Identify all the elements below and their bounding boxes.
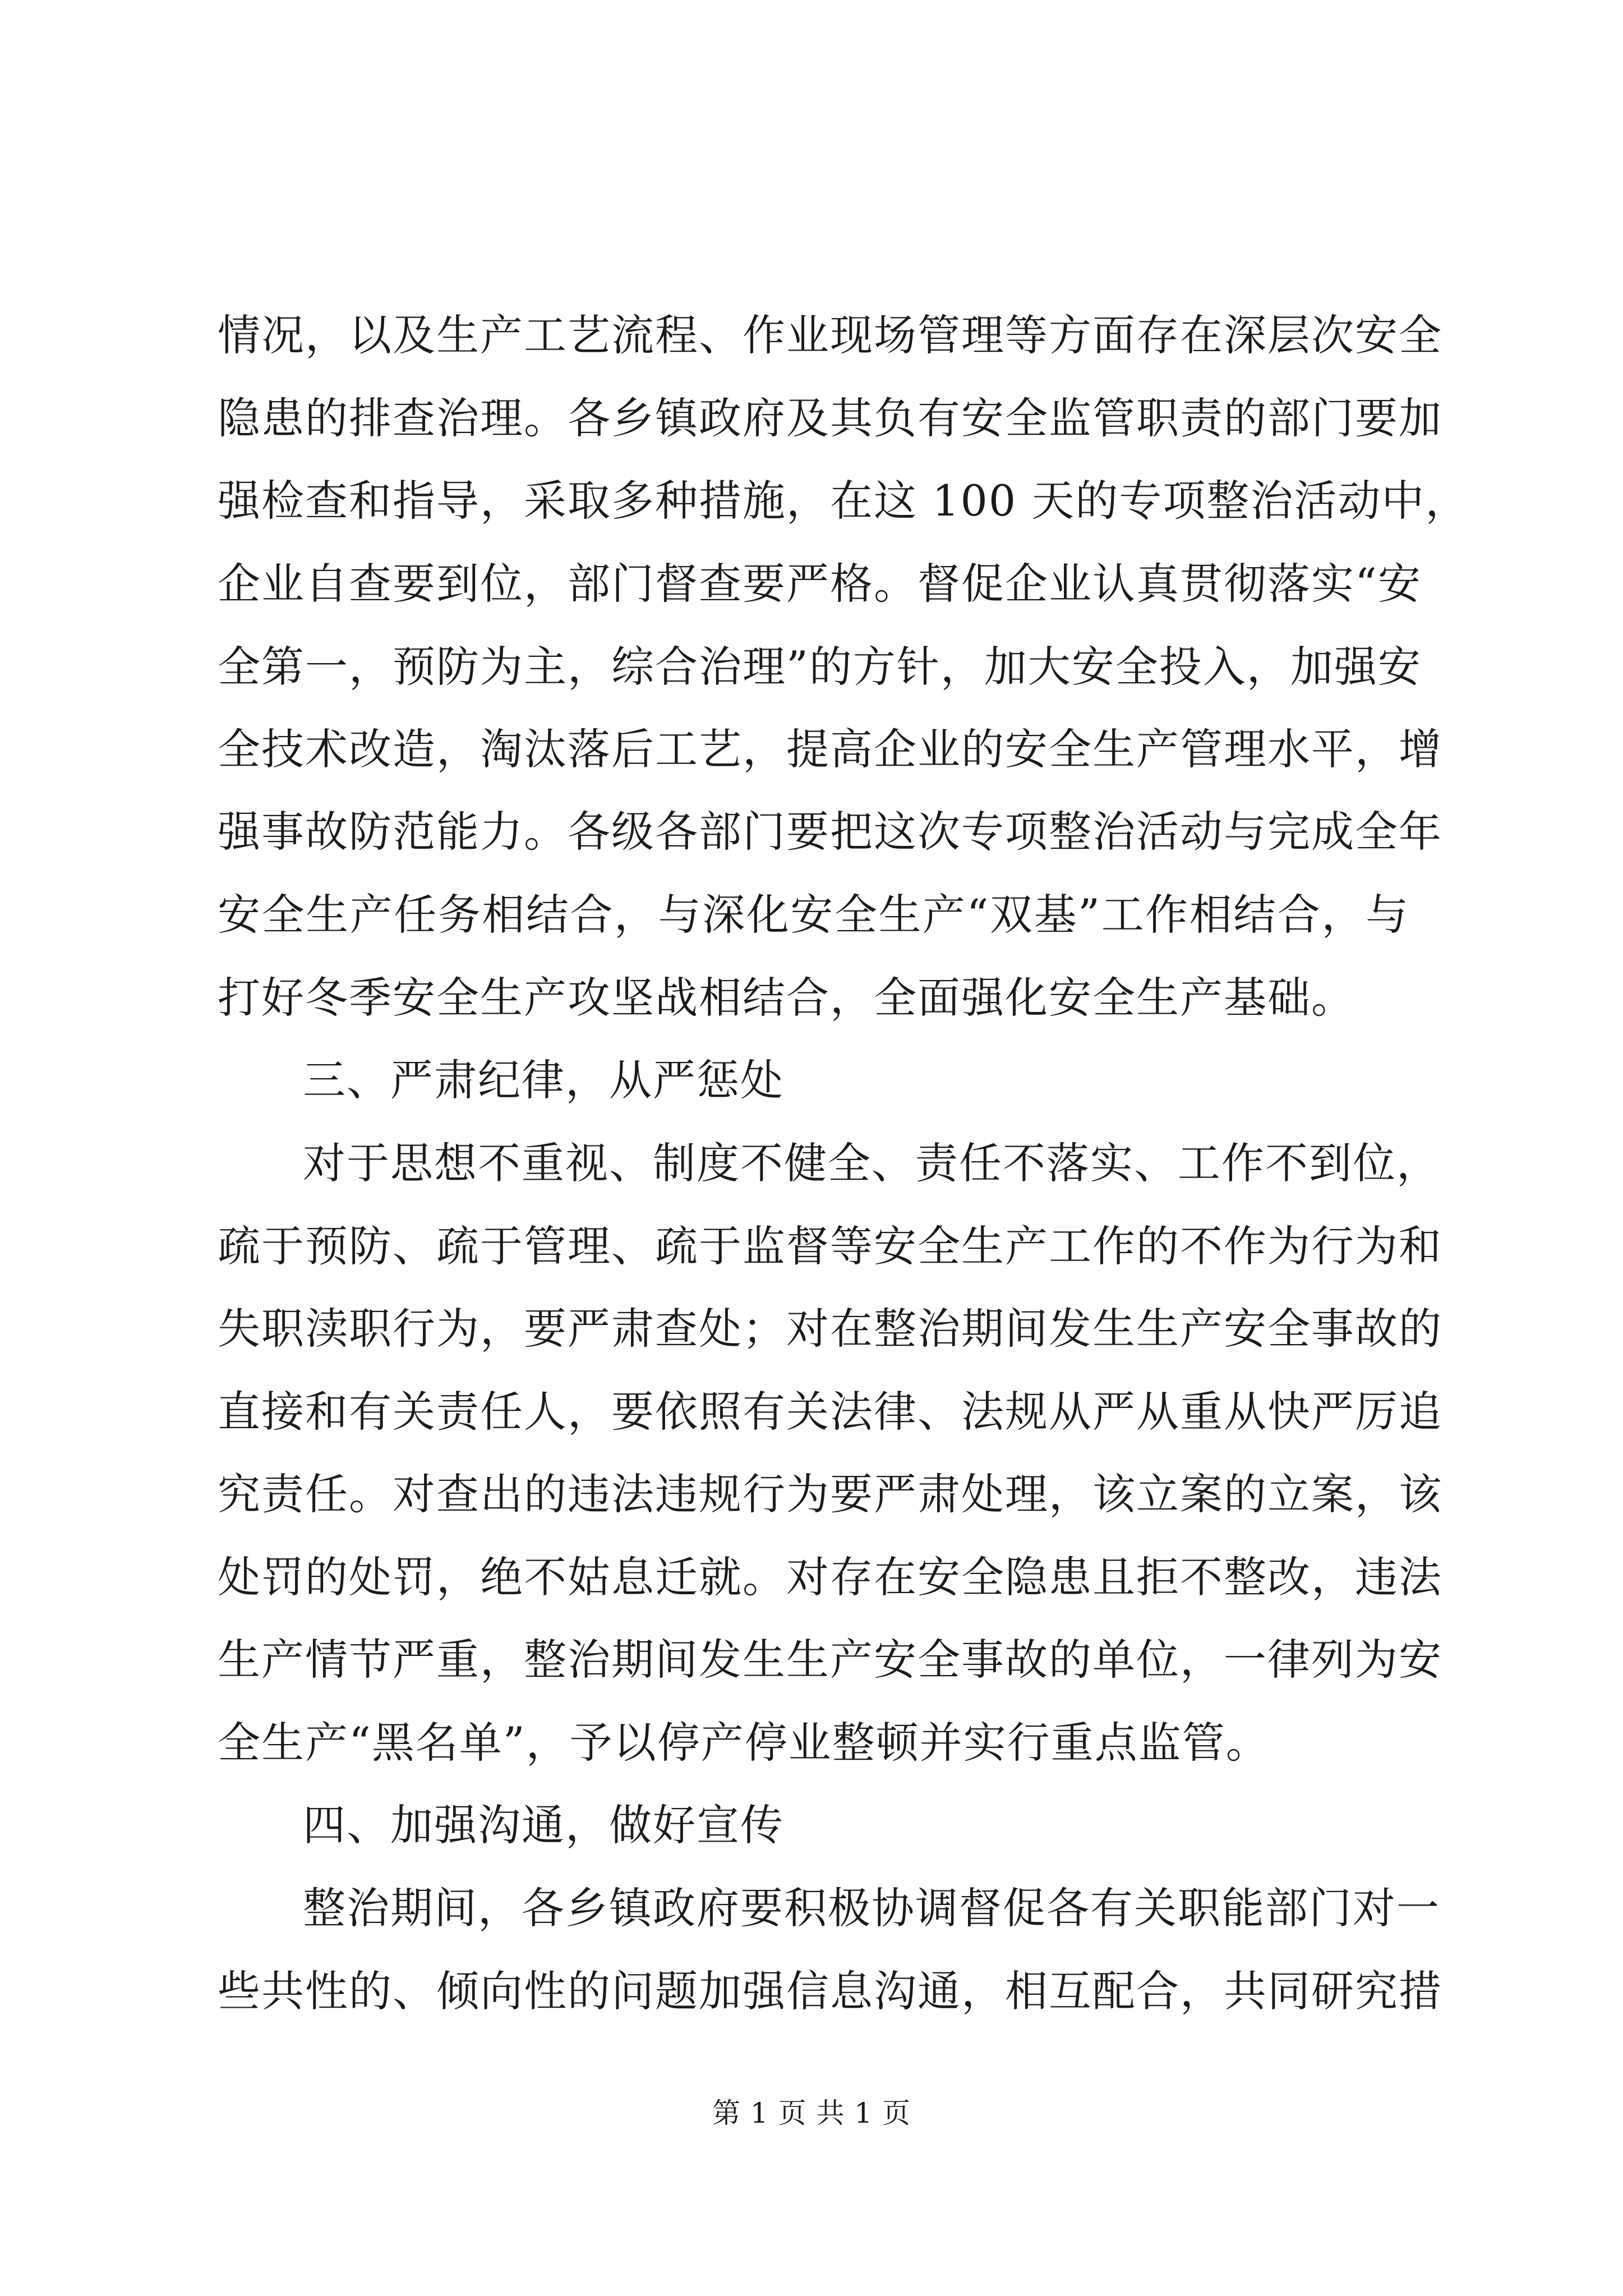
paragraph-line: 情况，以及生产工艺流程、作业现场管理等方面存在深层次安全 — [218, 310, 1442, 360]
paragraph-line: 生产情节严重，整治期间发生生产安全事故的单位，一律列为安 — [218, 1635, 1442, 1685]
paragraph-line: 企业自查要到位，部门督查要严格。督促企业认真贯彻落实“安 — [218, 559, 1422, 609]
paragraph-line-last: 全生产“黑名单”，予以停产停业整顿并实行重点监管。 — [218, 1718, 1270, 1768]
paragraph-line: 全第一，预防为主，综合治理”的方针，加大安全投入，加强安 — [218, 642, 1422, 692]
paragraph-line: 处罚的处罚，绝不姑息迁就。对存在安全隐患且拒不整改，违法 — [218, 1552, 1442, 1602]
paragraph-line: 些共性的、倾向性的问题加强信息沟通，相互配合，共同研究措 — [218, 1966, 1442, 2016]
paragraph-line: 安全生产任务相结合，与深化安全生产“双基”工作相结合，与 — [218, 890, 1409, 940]
paragraph-line: 失职渎职行为，要严肃查处；对在整治期间发生生产安全事故的 — [218, 1304, 1442, 1354]
paragraph-line: 疏于预防、疏于管理、疏于监督等安全生产工作的不作为行为和 — [218, 1221, 1442, 1271]
paragraph-line: 隐患的排查治理。各乡镇政府及其负有安全监管职责的部门要加 — [218, 393, 1442, 443]
paragraph-line: 直接和有关责任人，要依照有关法律、法规从严从重从快严厉追 — [218, 1387, 1442, 1437]
paragraph-line: 全技术改造，淘汰落后工艺，提高企业的安全生产管理水平，增 — [218, 724, 1442, 774]
paragraph-line-first: 对于思想不重视、制度不健全、责任不落实、工作不到位， — [303, 1138, 1440, 1188]
paragraph-line-last: 打好冬季安全生产攻坚战相结合，全面强化安全生产基础。 — [218, 973, 1355, 1023]
paragraph-line: 强检查和指导，采取多种措施，在这 100 天的专项整治活动中， — [218, 476, 1469, 526]
page-number-footer: 第 1 页 共 1 页 — [712, 2097, 911, 2129]
paragraph-line: 究责任。对查出的违法违规行为要严肃处理，该立案的立案，该 — [218, 1469, 1442, 1519]
paragraph-line-first: 整治期间，各乡镇政府要积极协调督促各有关职能部门对一 — [303, 1883, 1440, 1933]
section-heading-4: 四、加强沟通，做好宣传 — [303, 1800, 784, 1850]
section-heading-3: 三、严肃纪律，从严惩处 — [303, 1055, 784, 1105]
paragraph-line: 强事故防范能力。各级各部门要把这次专项整治活动与完成全年 — [218, 807, 1442, 857]
